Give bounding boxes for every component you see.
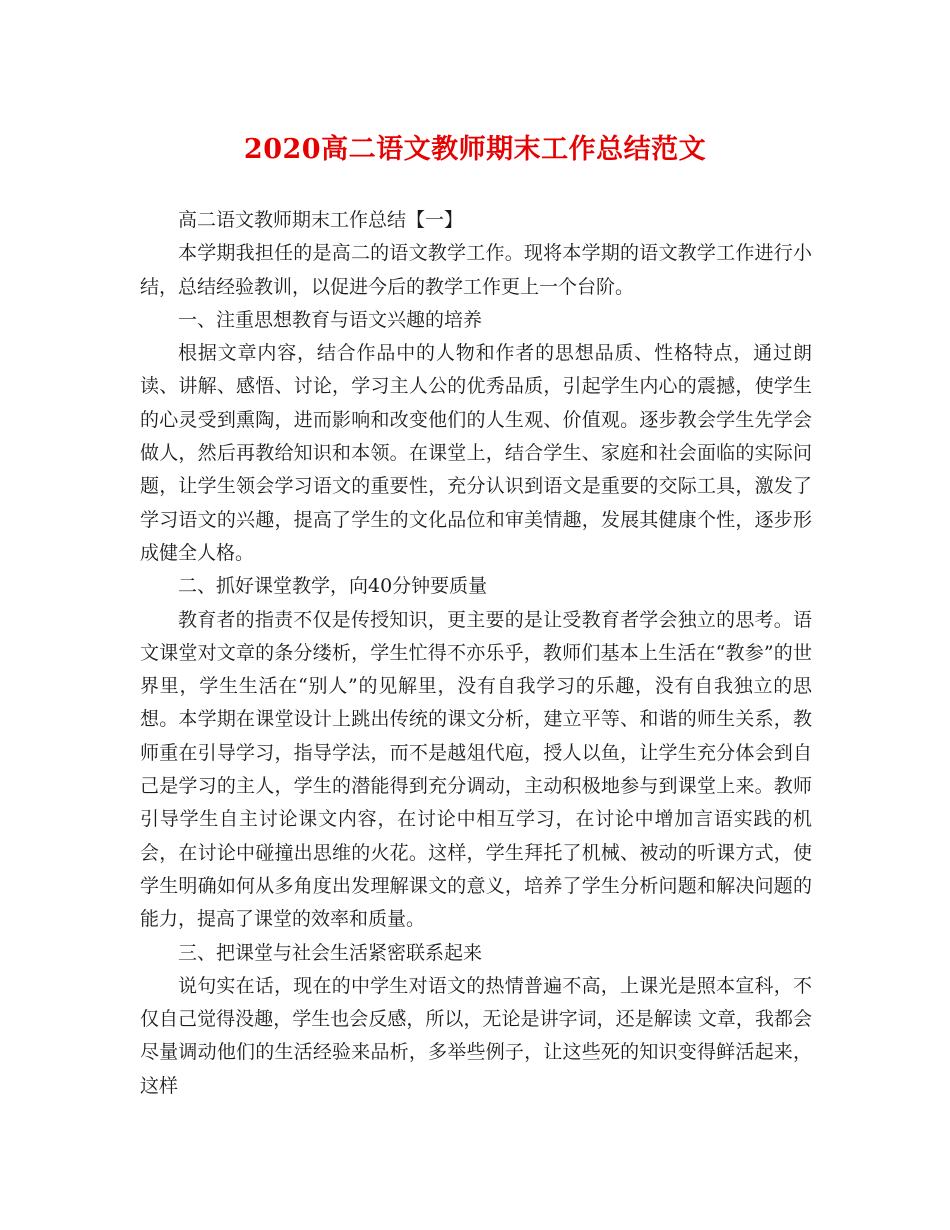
document-body — [140, 204, 812, 1103]
section-heading: 三、把课堂与社会生活紧密联系起来 — [178, 941, 483, 964]
paragraph: 本学期我担任的是高二的语文教学工作。现将本学期的语文教学工作进行小结，总结经验教训，以促进今后的教学工作更上一个台阶。 — [140, 242, 812, 298]
section-heading: 高二语文教师期末工作总结【一】 — [178, 209, 464, 231]
paragraph: 教育者的指责不仅是传授知识，更主要的是让受教育者学会独立的思考。语文课堂对文章的条分缕析，学生忙得不亦乐乎，教师们基本上生活在“教参”的世界里，学生生活在“别人”的见解里，没有自我学习的乐趣，没有自我独立的思想。本学期在课堂设计上跳出传统的课文分析，建立平等、和谐的师生关系，教师重在引导学习，指导学法，而不是越俎代庖，授人以鱼，让学生充分体会到自己是学习的主人，学生的潜能得到充分调动，主动积极地参与到课堂上来。教师引导学生自主讨论课文内容，在讨论中相互学习，在讨论中增加言语实践的机会，在讨论中碰撞出思维的火花。这样，学生拜托了机械、被动的听课方式，使学生明确如何从多角度出发理解课文的意义，培养了学生分析问题和解决问题的能力，提高了课堂的效率和质量。 — [140, 608, 812, 931]
document-title: 2020高二语文教师期末工作总结范文 — [243, 134, 707, 165]
section-heading: 二、抓好课堂教学，向40分钟要质量 — [178, 575, 488, 598]
paragraph: 根据文章内容，结合作品中的人物和作者的思想品质、性格特点，通过朗读、讲解、感悟、讨论，学习主人公的优秀品质，引起学生内心的震撼，使学生的心灵受到熏陶，进而影响和改变他们的人生观、价值观。逐步教会学生先学会做人，然后再教给知识和本领。在课堂上，结合学生、家庭和社会面临的实际问题，让学生领会学习语文的重要性，充分认识到语文是重要的交际工具，激发了学习语文的兴趣，提高了学生的文化品位和审美情趣，发展其健康个性，逐步形成健全人格。 — [140, 342, 812, 564]
section-heading: 一、注重思想教育与语文兴趣的培养 — [178, 308, 483, 331]
paragraph: 说句实在话，现在的中学生对语文的热情普遍不高，上课光是照本宣科，不仅自己觉得没趣，学生也会反感，所以，无论是讲字词，还是解读 文章，我都会尽量调动他们的生活经验来品析，多举些例子，让这些死的知识变得鲜活起来，这样 — [140, 974, 812, 1097]
